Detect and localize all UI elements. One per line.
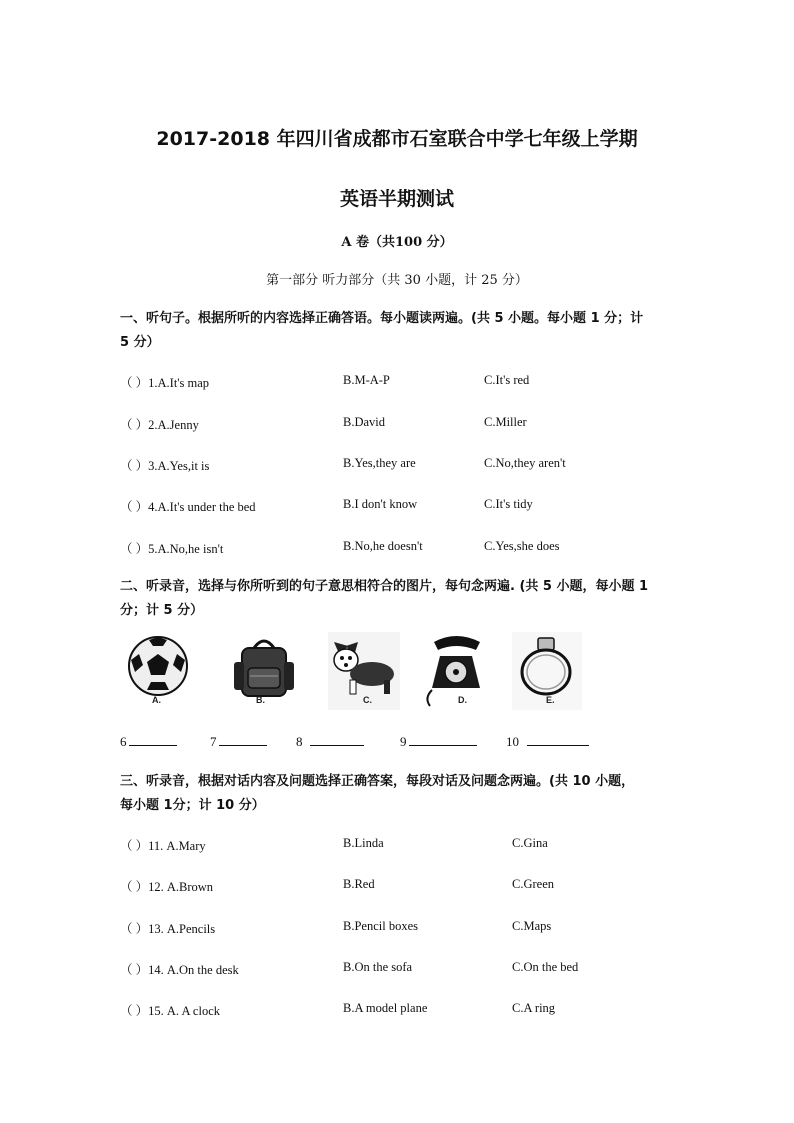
s3-q14-option-b: B.On the sofa	[343, 960, 413, 974]
picture-c-label: C.	[363, 695, 372, 705]
telephone-icon	[420, 632, 492, 710]
section3-heading: 三、听录音，根据对话内容及问题选择正确答案，每段对话及问题念两遍。(共 10 小题，	[120, 774, 635, 789]
volume-heading: A 卷（共100 分）	[341, 235, 453, 250]
s1-q2-option-a: （ ）2.A.Jenny	[120, 418, 199, 432]
section1-heading: 一、听句子。根据所听的内容选择正确答语。每小题读两遍。(共 5 小题。每小题 1 分；计	[120, 311, 644, 326]
blank-number: 10	[506, 734, 519, 749]
section2-heading: 二、听录音，选择与你所听到的句子意思相符合的图片，每句念两遍. (共 5 小题，每小题 1	[120, 579, 649, 594]
answer-blank-8[interactable]	[296, 733, 364, 750]
picture-e-label: E.	[546, 695, 555, 705]
answer-blank-10[interactable]	[506, 733, 589, 750]
page-title: 2017-2018 年四川省成都市石室联合中学七年级上学期	[156, 128, 638, 150]
s1-q5-option-b: B.No,he doesn't	[343, 539, 423, 553]
s3-q12-option-c: C.Green	[512, 877, 554, 891]
part-heading: 第一部分 听力部分（共 30 小题，计 25 分）	[266, 273, 528, 288]
picture-b-label: B.	[256, 695, 265, 705]
s1-q1-option-b: B.M-A-P	[343, 373, 390, 387]
s1-q3-option-c: C.No,they aren't	[484, 456, 566, 470]
s3-q12-option-a: （ ）12. A.Brown	[120, 880, 214, 894]
s3-q15-option-b: B.A model plane	[343, 1001, 428, 1015]
picture-a-label: A.	[152, 695, 161, 705]
answer-blank-7[interactable]	[210, 733, 267, 750]
section2-heading-cont: 分；计 5 分）	[120, 603, 204, 618]
blank-number: 9	[400, 734, 407, 749]
s3-q13-option-b: B.Pencil boxes	[343, 919, 418, 933]
s3-q14-option-c: C.On the bed	[512, 960, 579, 974]
s1-q4-option-a: （ ）4.A.It's under the bed	[120, 500, 256, 514]
s3-q11-option-b: B.Linda	[343, 836, 384, 850]
s3-q12-option-b: B.Red	[343, 877, 375, 891]
s1-q2-option-b: B.David	[343, 415, 386, 429]
s1-q3-option-a: （ ）3.A.Yes,it is	[120, 459, 210, 473]
blank-number: 6	[120, 734, 127, 749]
s1-q4-option-c: C.It's tidy	[484, 497, 533, 511]
s1-q5-option-c: C.Yes,she does	[484, 539, 560, 553]
s3-q15-option-a: （ ）15. A. A clock	[120, 1004, 220, 1018]
s1-q1-option-a: （ ）1.A.It's map	[120, 376, 210, 390]
s3-q11-option-c: C.Gina	[512, 836, 548, 850]
section1-heading-cont: 5 分）	[120, 335, 160, 350]
answer-blank-9[interactable]	[400, 733, 477, 750]
s3-q15-option-c: C.A ring	[512, 1001, 556, 1015]
s1-q2-option-c: C.Miller	[484, 415, 527, 429]
s1-q1-option-c: C.It's red	[484, 373, 530, 387]
s1-q3-option-b: B.Yes,they are	[343, 456, 416, 470]
s3-q11-option-a: （ ）11. A.Mary	[120, 839, 206, 853]
s3-q14-option-a: （ ）14. A.On the desk	[120, 963, 239, 977]
s1-q5-option-a: （ ）5.A.No,he isn't	[120, 542, 224, 556]
blank-number: 7	[210, 734, 217, 749]
page-subtitle: 英语半期测试	[339, 188, 454, 210]
section3-heading-cont: 每小题 1分；计 10 分）	[120, 798, 265, 813]
s3-q13-option-a: （ ）13. A.Pencils	[120, 922, 216, 936]
s3-q13-option-c: C.Maps	[512, 919, 552, 933]
s1-q4-option-b: B.I don't know	[343, 497, 418, 511]
blank-number: 8	[296, 734, 303, 749]
picture-d-label: D.	[458, 695, 467, 705]
answer-blank-6[interactable]	[120, 733, 177, 750]
